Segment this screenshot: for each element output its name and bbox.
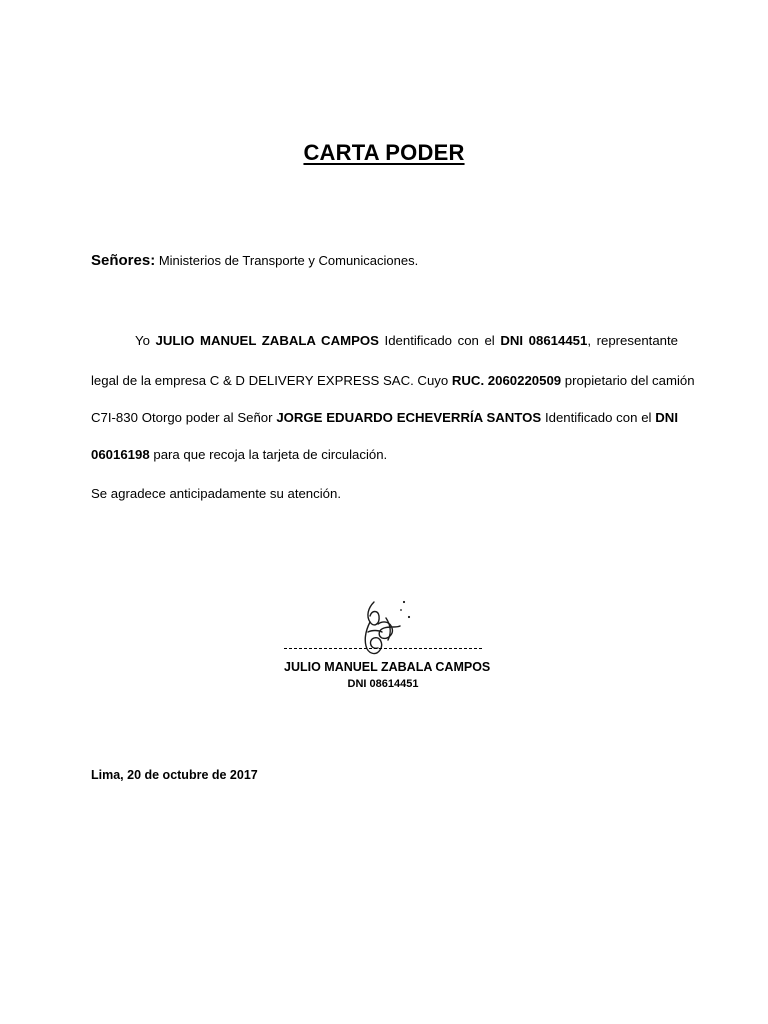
signature-drawing <box>282 598 484 658</box>
grantee-dni-number: 06016198 <box>91 447 150 462</box>
paragraph-text: Identificado con el <box>384 333 495 348</box>
document-title <box>0 140 768 166</box>
grantor-dni: DNI 08614451 <box>500 333 588 348</box>
place-and-date: Lima, 20 de octubre de 2017 <box>91 768 258 782</box>
document-title-text: CARTA PODER <box>303 140 465 165</box>
paragraph-text: propietario del camión <box>564 373 695 388</box>
closing-text: Se agradece anticipadamente su atención. <box>91 486 342 501</box>
signatory-name: JULIO MANUEL ZABALA CAMPOS <box>284 660 491 674</box>
paragraph-line-2 <box>91 373 695 388</box>
paragraph-line-3 <box>91 410 678 425</box>
paragraph-line-1 <box>91 333 678 348</box>
grantee-name: JORGE EDUARDO ECHEVERRÍA SANTOS <box>276 410 542 425</box>
addressee-label: Señores: <box>91 252 156 269</box>
company-ruc: RUC. 2060220509 <box>451 373 562 388</box>
addressee-line <box>91 252 418 269</box>
grantee-dni-label: DNI <box>655 410 678 425</box>
paragraph-line-4 <box>91 447 678 462</box>
grantor-name: JULIO MANUEL ZABALA CAMPOS <box>155 333 379 348</box>
paragraph-text: para que recoja la tarjeta de circulación. <box>153 447 388 462</box>
handwritten-signature <box>282 598 484 658</box>
paragraph-text: , representante <box>587 333 678 348</box>
paragraph-text: Yo <box>135 333 150 348</box>
addressee-value: Ministerios de Transporte y Comunicaciones. <box>158 253 419 268</box>
paragraph-text: C7I-830 Otorgo poder al Señor <box>91 410 273 425</box>
signature-line <box>284 648 482 649</box>
paragraph-text: legal de la empresa C & D DELIVERY EXPRESS SAC. Cuyo <box>91 373 449 388</box>
closing-line <box>91 486 678 501</box>
paragraph-text: Identificado con el <box>544 410 652 425</box>
signatory-dni: DNI 08614451 <box>347 678 419 690</box>
